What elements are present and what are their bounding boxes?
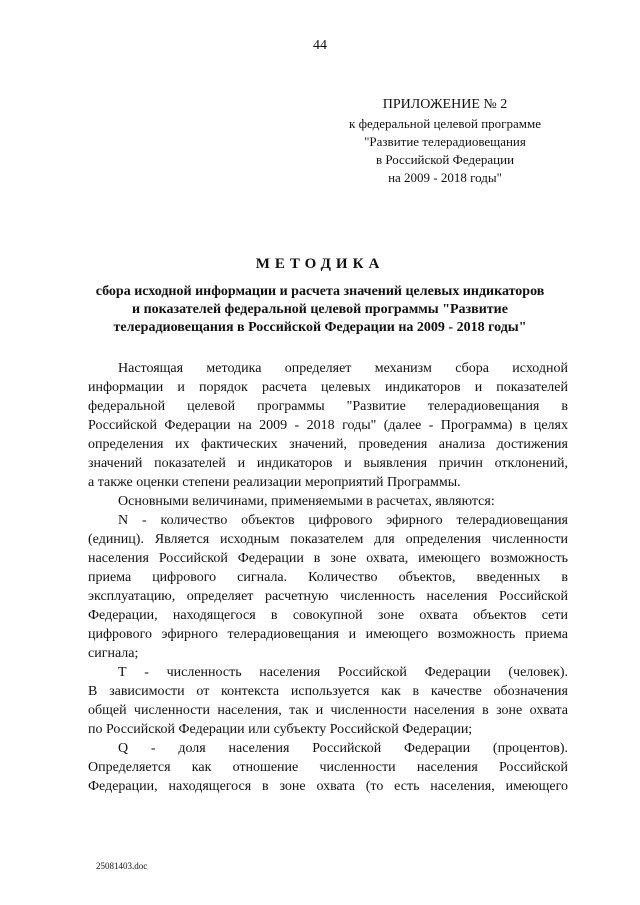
document-subtitle (60, 283, 580, 337)
body-line: по Российской Федерации или субъекту Российской Федерации; (88, 722, 473, 737)
body-line: В зависимости от контекста используется как в качестве обозначения (88, 684, 568, 699)
body-line: Определяется как отношение численности населения Российской (88, 760, 568, 775)
subtitle-line: сбора исходной информации и расчета значений целевых индикаторов (95, 284, 545, 299)
page-number: 44 (313, 38, 327, 53)
body-line: федеральной целевой программы "Развитие телерадиовещания в (88, 399, 568, 414)
body-line: Q - доля населения Российской Федерации (процентов). (118, 741, 568, 756)
body-line: N - количество объектов цифрового эфирного телерадиовещания (118, 513, 568, 528)
body-line: значений показателей и индикаторов и выявления причин отклонений, (88, 456, 568, 471)
appendix-line: "Развитие телерадиовещания (364, 134, 526, 149)
body-line: Т - численность населения Российской Федерации (человек). (118, 665, 568, 680)
body-line: эксплуатацию, определяет расчетную численность населения Российской (88, 589, 568, 604)
body-line: Настоящая методика определяет механизм сбора исходной (118, 361, 568, 376)
appendix-line: на 2009 - 2018 годы" (388, 170, 502, 185)
body-line: Федерации, находящегося в совокупной зоне охвата объектов сети (88, 608, 568, 623)
appendix-line: в Российской Федерации (375, 152, 515, 167)
subtitle-line: телерадиовещания в Российской Федерации на 2009 - 2018 годы" (113, 320, 527, 335)
body-line: Российской Федерации на 2009 - 2018 годы" (далее - Программа) в целях (88, 418, 568, 433)
body-line: сигнала; (88, 646, 139, 661)
body-line: определения их фактических значений, проведения анализа достижения (88, 437, 568, 452)
body-line: приема цифрового сигнала. Количество объектов, введенных в (88, 570, 568, 585)
body-line: населения Российской Федерации в зоне охвата, имеющего возможность (88, 551, 568, 566)
body-text (88, 359, 568, 796)
body-line: цифрового эфирного телерадиовещания и имеющего возможность приема (88, 627, 568, 642)
footer-file-code: 25081403.doc (96, 861, 148, 871)
body-line: Федерации, находящегося в зоне охвата (то есть населения, имеющего (88, 779, 568, 794)
document-title: МЕТОДИКА (255, 256, 385, 272)
body-line: информации и порядок расчета целевых индикаторов и показателей (88, 380, 568, 395)
appendix-block (300, 96, 590, 187)
appendix-title: ПРИЛОЖЕНИЕ № 2 (382, 97, 508, 112)
body-line: а также оценки степени реализации мероприятий Программы. (88, 475, 461, 490)
appendix-line: к федеральной целевой программе (349, 116, 541, 131)
subtitle-line: и показателей федеральной целевой программы "Развитие (132, 302, 508, 317)
body-line: Основными величинами, применяемыми в расчетах, являются: (118, 494, 495, 509)
body-line: (единиц). Является исходным показателем для определения численности (88, 532, 568, 547)
body-line: общей численности населения, так и численности населения в зоне охвата (88, 703, 568, 718)
